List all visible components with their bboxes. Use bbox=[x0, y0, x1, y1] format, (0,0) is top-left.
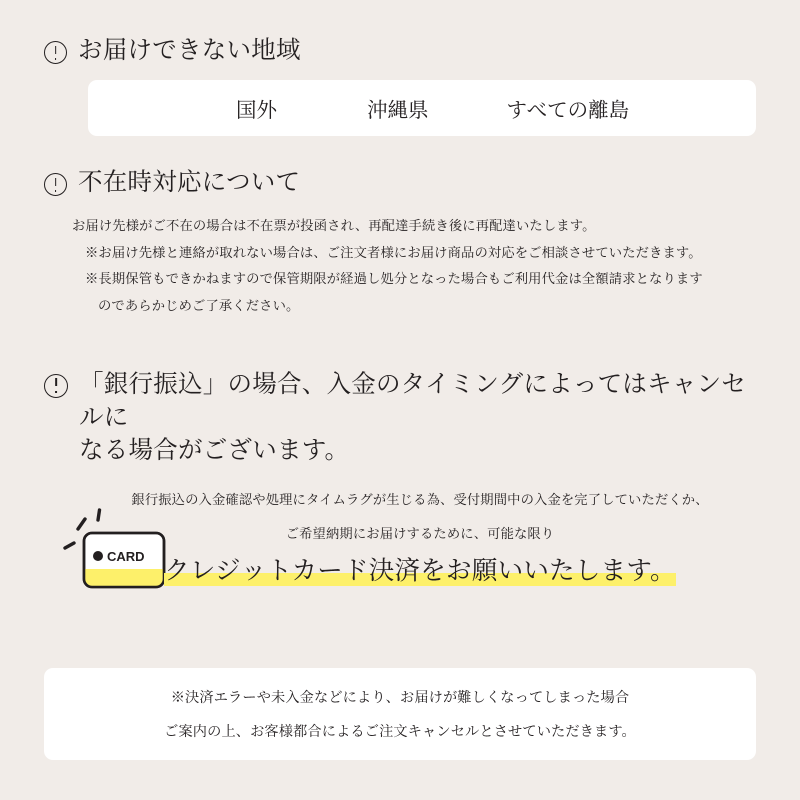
absence-line: ※長期保管もできかねますので保管期限が経過し処分となった場合もご利用代金は全額請求となります bbox=[85, 271, 703, 287]
absence-line: お届け先様がご不在の場合は不在票が投函され、再配達手続き後に再配達いたします。 bbox=[72, 218, 596, 234]
region-item: すべての離島 bbox=[506, 99, 630, 123]
bank-transfer-heading bbox=[44, 368, 756, 467]
footer-notice-line1: ※決済エラーや未入金などにより、お届けが難しくなってしまった場合 bbox=[170, 690, 630, 706]
credit-card-request bbox=[84, 548, 756, 587]
exclamation-circle-icon bbox=[44, 41, 67, 64]
card-label: CARD bbox=[107, 548, 145, 564]
undeliverable-heading bbox=[44, 34, 756, 67]
absence-heading-label: 不在時対応について bbox=[78, 169, 301, 197]
undeliverable-heading-label: お届けできない地域 bbox=[78, 37, 301, 64]
absence-paragraph bbox=[72, 213, 756, 319]
absence-line: ※お届け先様と連絡が取れない場合は、ご注文者様にお届け商品の対応をご相談させていただきます。 bbox=[85, 244, 702, 260]
bank-transfer-heading-label bbox=[79, 368, 756, 467]
bank-transfer-note-line2: ご希望納期にお届けするために、可能な限り bbox=[285, 525, 555, 541]
region-item: 国外 bbox=[236, 99, 277, 123]
exclamation-circle-icon bbox=[44, 173, 67, 196]
region-item: 沖縄県 bbox=[367, 99, 429, 123]
bank-transfer-heading-line2: なる場合がございます。 bbox=[79, 436, 350, 464]
bank-transfer-note-line1: 銀行振込の入金確認や処理にタイムラグが生じる為、受付期間中の入金を完了していただくか、 bbox=[131, 491, 709, 507]
credit-card-block bbox=[44, 489, 756, 609]
bank-transfer-heading-line1: 「銀行振込」の場合、入金のタイミングによってはキャンセルに bbox=[79, 370, 747, 431]
footer-notice-panel bbox=[44, 668, 756, 760]
absence-heading bbox=[44, 166, 756, 199]
absence-line: のであらかじめご了承ください。 bbox=[98, 297, 300, 313]
undeliverable-regions-panel bbox=[88, 80, 756, 136]
credit-card-request-label: クレジットカード決済をお願いいたします。 bbox=[164, 556, 676, 585]
exclamation-circle-icon bbox=[44, 374, 68, 398]
footer-notice-line2: ご案内の上、お客様都合によるご注文キャンセルとさせていただきます。 bbox=[164, 724, 636, 740]
